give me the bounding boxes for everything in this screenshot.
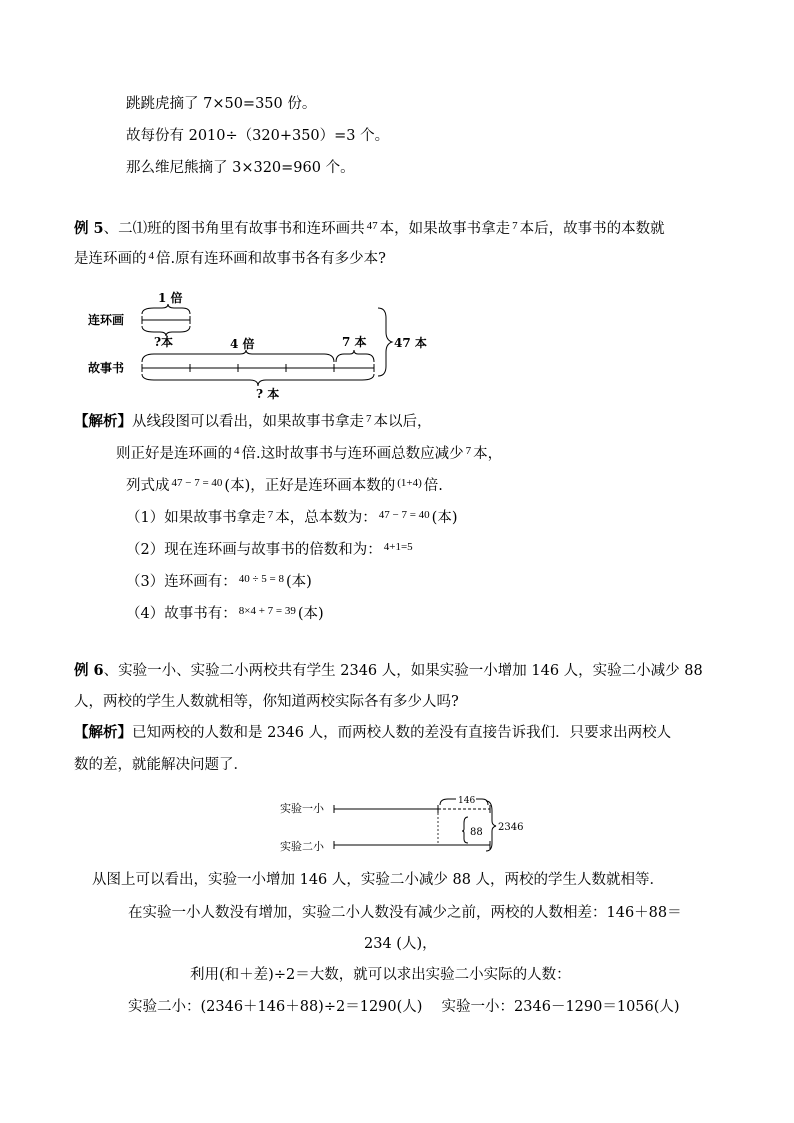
step-line: （3）连环画有： $^{40 \div 5 = 8}$ (本) [126, 573, 312, 590]
example-label: 例 5 [74, 220, 104, 237]
example-6-question-line-2: 人，两校的学生人数就相等，你知道两校实际各有多少人吗? [74, 694, 459, 710]
analysis-label: 【解析】 [74, 724, 132, 741]
analysis-line: 数的差，就能解决问题了． [74, 757, 248, 773]
analysis-label: 【解析】 [74, 413, 132, 430]
one-bei-label: 1 倍 [158, 291, 183, 305]
conclusion-line: 在实验一小人数没有增加，实验二小人数没有减少之前，两校的人数相差：146＋88＝ [128, 905, 682, 921]
question-ben-label: ?本 [154, 335, 174, 349]
school-1-label: 实验一小 [280, 802, 324, 815]
n88-label: 88 [470, 827, 483, 838]
gushishu-label: 故事书 [88, 361, 125, 375]
total-label: 47 本 [394, 336, 427, 350]
example-5-question-line-1: 例 5、二⑴班的图书角里有故事书和连环画共 $^{47}$ 本，如果故事书拿走 $^7$ 本后，故事书的本数就 [74, 220, 665, 237]
example-6-segment-diagram [278, 795, 538, 861]
example-5-segment-diagram [80, 284, 440, 408]
example-5-question-line-2: 是连环画的 $^4$ 倍.原有连环画和故事书各有多少本? [74, 250, 386, 267]
analysis-line: 则正好是连环画的 $^4$ 倍.这时故事书与连环画总数应减少 $^7$ 本， [116, 445, 503, 462]
conclusion-line: 234 (人)， [364, 936, 437, 952]
step-line: （2）现在连环画与故事书的倍数和为： $^{4+1=5}$ [126, 541, 413, 558]
conclusion-line: 从图上可以看出，实验一小增加 146 人，实验二小减少 88 人，两校的学生人数就相等． [92, 872, 665, 888]
conclusion-line: 实验二小：(2346＋146＋88)÷2＝1290(人) 实验一小：2346－1290＝1056(人) [128, 999, 680, 1015]
example-label: 例 6 [74, 662, 104, 679]
school-2-label: 实验二小 [280, 840, 324, 853]
four-bei-label: 4 倍 [230, 337, 255, 351]
question-ben-total-label: ? 本 [256, 387, 280, 401]
step-line: （4）故事书有： $^{8\times 4 + 7 = 39}$ (本) [126, 605, 324, 622]
n2346-label: 2346 [498, 822, 524, 833]
example-6-question-line-1: 例 6、实验一小、实验二小两校共有学生 2346 人，如果实验一小增加 146 人，实验二小减少 88 [74, 662, 703, 679]
text-line: 跳跳虎摘了 7×50=350 份。 [126, 96, 317, 112]
step-line: （1）如果故事书拿走 $^7$ 本，总本数为： $^{47 - 7 = 40}$ (本) [126, 509, 458, 526]
analysis-line: 【解析】从线段图可以看出，如果故事书拿走 $^7$ 本以后， [74, 413, 432, 430]
text-line: 那么维尼熊摘了 3×320=960 个。 [126, 160, 355, 176]
analysis-line: 【解析】已知两校的人数和是 2346 人，而两校人数的差没有直接告诉我们．只要求出两校人 [74, 724, 672, 741]
seven-ben-label: 7 本 [342, 335, 367, 349]
n146-label: 146 [458, 796, 476, 806]
analysis-line: 列式成 $^{47 - 7 = 40}$ (本)，正好是连环画本数的 $^{(1+4)}$ 倍. [126, 477, 443, 494]
lianhuanhua-label: 连环画 [88, 313, 125, 327]
conclusion-line: 利用(和＋差)÷2＝大数，就可以求出实验二小实际的人数： [190, 967, 571, 983]
text-line: 故每份有 2010÷（320+350）=3 个。 [126, 128, 390, 144]
